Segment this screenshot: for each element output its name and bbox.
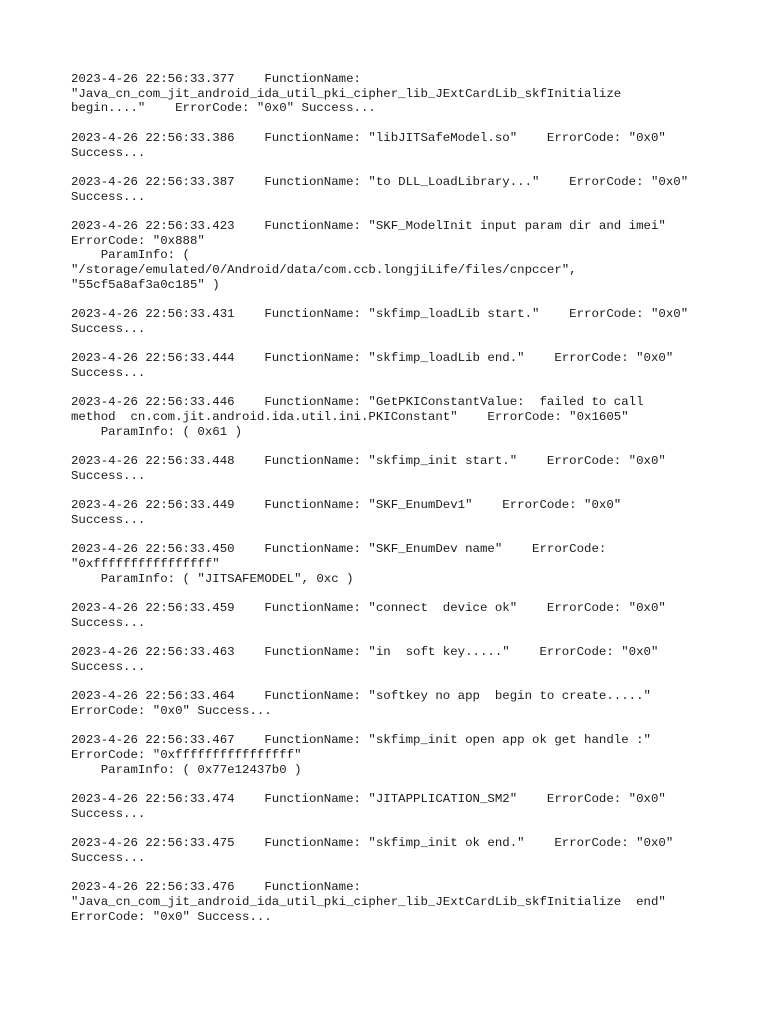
log-line: Success... xyxy=(71,512,146,527)
log-line: Success... xyxy=(71,851,146,866)
log-line: ErrorCode: "0x0" Success... xyxy=(71,704,272,719)
log-line: 2023-4-26 22:56:33.474 FunctionName: "JITAPPLICATION_SM2" ErrorCode: "0x0" xyxy=(71,792,666,807)
log-line: "55cf5a8af3a0c185" ) xyxy=(71,277,220,292)
log-line: 2023-4-26 22:56:33.463 FunctionName: "in soft key....." ErrorCode: "0x0" xyxy=(71,645,659,660)
log-line: 2023-4-26 22:56:33.446 FunctionName: "GetPKIConstantValue: failed to call xyxy=(71,395,644,410)
log-line: ParamInfo: ( "JITSAFEMODEL", 0xc ) xyxy=(71,571,354,586)
log-line: 2023-4-26 22:56:33.464 FunctionName: "softkey no app begin to create....." xyxy=(71,689,651,704)
log-line: Success... xyxy=(71,615,146,630)
log-line: Success... xyxy=(71,321,146,336)
log-line: ErrorCode: "0x888" xyxy=(71,233,205,248)
log-line: 2023-4-26 22:56:33.444 FunctionName: "skfimp_loadLib end." ErrorCode: "0x0" xyxy=(71,351,674,366)
log-entry xyxy=(71,395,731,439)
log-line: method cn.com.jit.android.ida.util.ini.PKIConstant" ErrorCode: "0x1605" xyxy=(71,410,629,425)
log-line: 2023-4-26 22:56:33.449 FunctionName: "SKF_EnumDev1" ErrorCode: "0x0" xyxy=(71,498,622,513)
log-line: 2023-4-26 22:56:33.459 FunctionName: "connect device ok" ErrorCode: "0x0" xyxy=(71,601,666,616)
log-line: begin...." ErrorCode: "0x0" Success... xyxy=(71,101,376,116)
log-entry xyxy=(71,880,731,924)
log-entry xyxy=(71,689,731,718)
log-entry xyxy=(71,72,731,116)
log-entry xyxy=(71,307,731,336)
log-line: 2023-4-26 22:56:33.476 FunctionName: xyxy=(71,880,361,895)
log-line: 2023-4-26 22:56:33.475 FunctionName: "skfimp_init ok end." ErrorCode: "0x0" xyxy=(71,836,674,851)
log-entry xyxy=(71,219,731,293)
log-line: Success... xyxy=(71,806,146,821)
log-line: Success... xyxy=(71,468,146,483)
log-entry xyxy=(71,454,731,483)
log-line: ParamInfo: ( 0x77e12437b0 ) xyxy=(71,762,302,777)
log-line: 2023-4-26 22:56:33.423 FunctionName: "SKF_ModelInit input param dir and imei" xyxy=(71,218,666,233)
log-document xyxy=(71,72,731,939)
log-line: Success... xyxy=(71,365,146,380)
log-line: ParamInfo: ( xyxy=(71,248,190,263)
log-entry xyxy=(71,131,731,160)
log-line: 2023-4-26 22:56:33.386 FunctionName: "libJITSafeModel.so" ErrorCode: "0x0" xyxy=(71,130,666,145)
log-entry xyxy=(71,792,731,821)
log-entry xyxy=(71,601,731,630)
log-entry xyxy=(71,351,731,380)
log-line: 2023-4-26 22:56:33.387 FunctionName: "to DLL_LoadLibrary..." ErrorCode: "0x0" xyxy=(71,174,689,189)
log-line: Success... xyxy=(71,189,146,204)
log-line: Success... xyxy=(71,145,146,160)
log-line: 2023-4-26 22:56:33.431 FunctionName: "skfimp_loadLib start." ErrorCode: "0x0" xyxy=(71,307,689,322)
log-entry xyxy=(71,542,731,586)
log-entry xyxy=(71,836,731,865)
log-line: "0xffffffffffffffff" xyxy=(71,557,220,572)
log-line: 2023-4-26 22:56:33.377 FunctionName: xyxy=(71,72,361,86)
log-entry xyxy=(71,175,731,204)
log-line: Success... xyxy=(71,659,146,674)
log-entry xyxy=(71,733,731,777)
log-line: "Java_cn_com_jit_android_ida_util_pki_cipher_lib_JExtCardLib_skfInitialize end" xyxy=(71,895,666,910)
log-line: 2023-4-26 22:56:33.448 FunctionName: "skfimp_init start." ErrorCode: "0x0" xyxy=(71,454,666,469)
log-line: ErrorCode: "0xffffffffffffffff" xyxy=(71,748,302,763)
log-entry xyxy=(71,498,731,527)
log-line: 2023-4-26 22:56:33.467 FunctionName: "skfimp_init open app ok get handle :" xyxy=(71,733,651,748)
log-line: "/storage/emulated/0/Android/data/com.ccb.longjiLife/files/cnpccer", xyxy=(71,263,577,278)
log-line: 2023-4-26 22:56:33.450 FunctionName: "SKF_EnumDev name" ErrorCode: xyxy=(71,542,607,557)
log-entry xyxy=(71,645,731,674)
log-line: "Java_cn_com_jit_android_ida_util_pki_cipher_lib_JExtCardLib_skfInitialize xyxy=(71,86,622,101)
log-line: ErrorCode: "0x0" Success... xyxy=(71,909,272,924)
log-line: ParamInfo: ( 0x61 ) xyxy=(71,424,243,439)
